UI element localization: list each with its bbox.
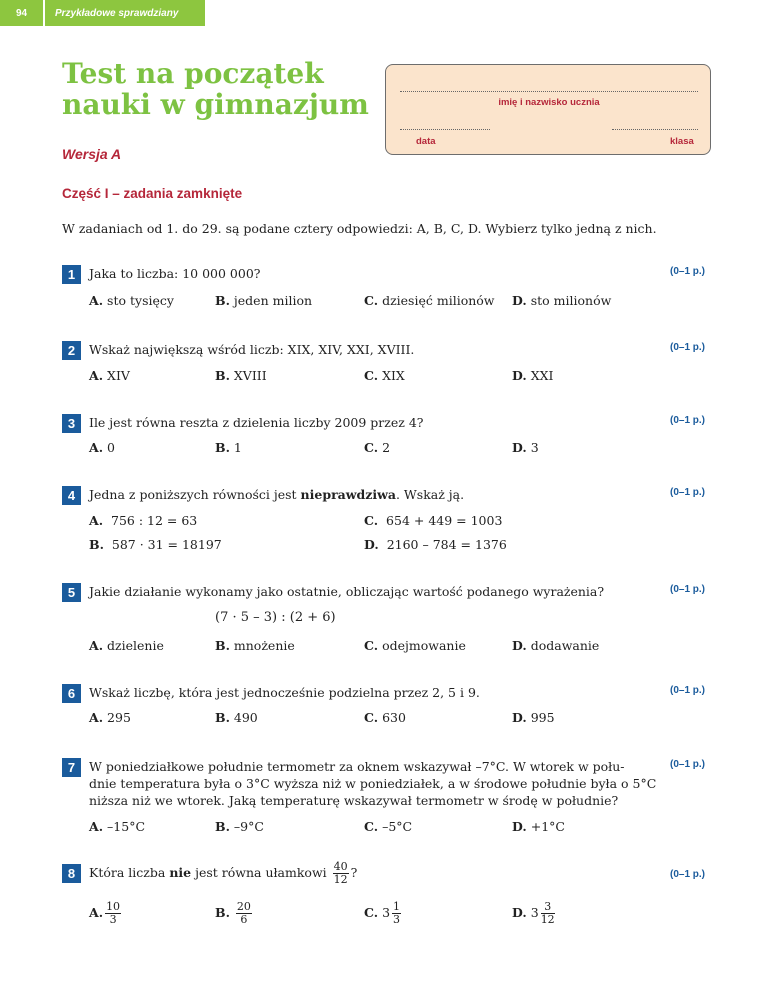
task-number: 3 — [62, 414, 81, 433]
task-points: (0–1 p.) — [670, 869, 706, 880]
answer-d[interactable]: D. 995 — [512, 710, 555, 725]
answer-a[interactable]: A. –15°C — [89, 819, 146, 834]
task-question: Jaka to liczba: 10 000 000? — [89, 266, 261, 281]
answer-a[interactable]: A. 295 — [89, 710, 131, 725]
task-question: Wskaż liczbę, która jest jednocześnie podzielna przez 2, 5 i 9. — [89, 685, 480, 700]
task-number: 4 — [62, 486, 81, 505]
answer-a[interactable]: A. dzielenie — [89, 638, 164, 653]
student-info-box — [385, 64, 711, 155]
task-question: Ile jest równa reszta z dzielenia liczby 2009 przez 4? — [89, 415, 424, 430]
task-points: (0–1 p.) — [670, 342, 706, 353]
task-number: 7 — [62, 758, 81, 777]
class-line[interactable] — [612, 129, 698, 130]
header-section-label: Przykładowe sprawdziany — [43, 0, 205, 26]
answer-b[interactable]: B. $\frac{20}{6}$ — [215, 900, 251, 926]
answer-c[interactable]: C. dziesięć milionów — [364, 293, 495, 308]
answer-c[interactable]: C. 654 + 449 = 1003 — [364, 513, 503, 528]
answer-d[interactable]: D. sto milionów — [512, 293, 612, 308]
answer-a[interactable]: A. XIV — [89, 368, 130, 383]
answer-b[interactable]: B. 1 — [215, 440, 242, 455]
answer-d[interactable]: D. 2160 – 784 = 1376 — [364, 537, 507, 552]
task-question: Jakie działanie wykonamy jako ostatnie, obliczając wartość podanego wyrażenia? — [89, 584, 605, 599]
task-points: (0–1 p.) — [670, 266, 706, 277]
answer-a[interactable]: A. $\frac{10}{3}$ — [89, 900, 121, 926]
answer-c[interactable]: C. –5°C — [364, 819, 413, 834]
task-number: 6 — [62, 684, 81, 703]
test-version: Wersja A — [62, 146, 122, 162]
task-question: W poniedziałkowe południe termometr za oknem wskazywał –7°C. W wtorek w połu- dnie temperatura była o 3°C wyższa niż w poniedziałek, a w środowe południe była o 5°C niższa niż we wtorek. Jaką temperaturę wskazywał termometr w środę w południe? — [89, 759, 657, 808]
answer-d[interactable]: D. dodawanie — [512, 638, 600, 653]
task-number: 5 — [62, 583, 81, 602]
math-expression: (7 · 5 – 3) : (2 + 6) — [215, 610, 336, 625]
class-label: klasa — [670, 136, 694, 147]
answer-a[interactable]: A. 0 — [89, 440, 115, 455]
date-line[interactable] — [400, 129, 490, 130]
task-points: (0–1 p.) — [670, 584, 706, 595]
task-question: Która liczba nie jest równa ułamkowi $\frac{40}{12}$ ? — [89, 860, 358, 886]
answer-d[interactable]: D. +1°C — [512, 819, 565, 834]
answer-b[interactable]: B. –9°C — [215, 819, 264, 834]
answer-a[interactable]: A. 756 : 12 = 63 — [89, 513, 198, 528]
answer-d[interactable]: D. XXI — [512, 368, 554, 383]
task-points: (0–1 p.) — [670, 759, 706, 770]
task-points: (0–1 p.) — [670, 487, 706, 498]
task-points: (0–1 p.) — [670, 685, 706, 696]
answer-c[interactable]: C. 630 — [364, 710, 406, 725]
answer-c[interactable]: C. 3 $\frac{1}{3}$ — [364, 900, 401, 926]
answer-b[interactable]: B. 587 · 31 = 18197 — [89, 537, 222, 552]
name-label: imię i nazwisko ucznia — [498, 97, 600, 108]
answer-d[interactable]: D. 3 $\frac{3}{12}$ — [512, 900, 555, 926]
task-question: Wskaż największą wśród liczb: XIX, XIV, XXI, XVIII. — [89, 342, 415, 357]
page-title: Test na początek nauki w gimnazjum — [62, 57, 369, 121]
answer-b[interactable]: B. XVIII — [215, 368, 267, 383]
answer-c[interactable]: C. XIX — [364, 368, 405, 383]
section-title: Część I – zadania zamknięte — [62, 186, 243, 201]
answer-b[interactable]: B. 490 — [215, 710, 258, 725]
task-number: 1 — [62, 265, 81, 284]
page-number: 94 — [0, 0, 43, 26]
answer-b[interactable]: B. mnożenie — [215, 638, 295, 653]
task-number: 2 — [62, 341, 81, 360]
task-number: 8 — [62, 864, 81, 883]
name-line[interactable] — [400, 91, 698, 92]
answer-c[interactable]: C. 2 — [364, 440, 391, 455]
answer-b[interactable]: B. jeden milion — [215, 293, 313, 308]
answer-d[interactable]: D. 3 — [512, 440, 539, 455]
fraction: $\frac{40}{12}$ — [333, 860, 348, 886]
task-points: (0–1 p.) — [670, 415, 706, 426]
date-label: data — [416, 136, 436, 147]
task-question: Jedna z poniższych równości jest nieprawdziwa. Wskaż ją. — [89, 487, 465, 502]
answer-c[interactable]: C. odejmowanie — [364, 638, 466, 653]
instructions: W zadaniach od 1. do 29. są podane cztery odpowiedzi: A, B, C, D. Wybierz tylko jedną z nich. — [62, 221, 657, 236]
answer-a[interactable]: A. sto tysięcy — [89, 293, 174, 308]
